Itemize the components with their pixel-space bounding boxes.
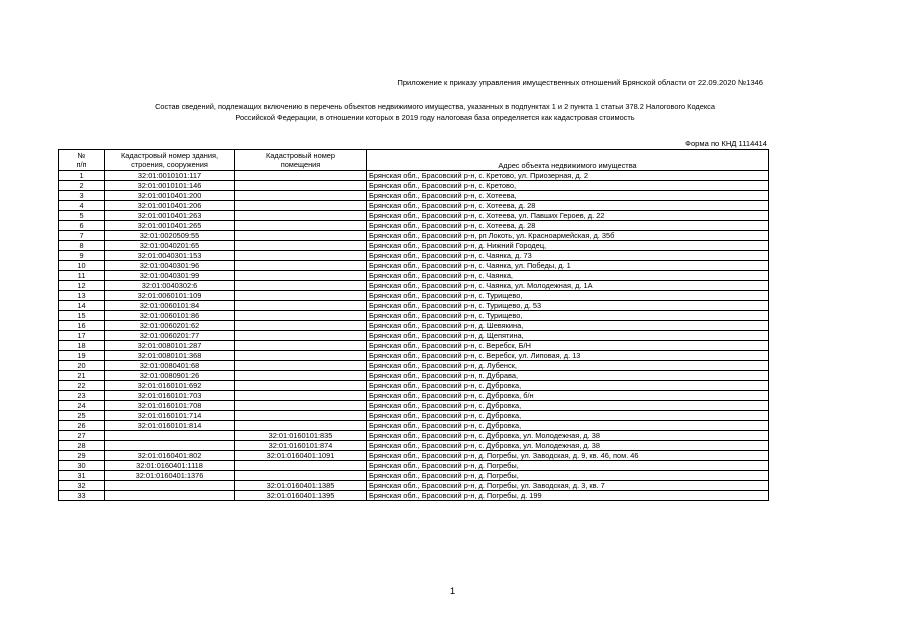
premises-cadastral-cell (235, 391, 367, 401)
address-cell: Брянская обл., Брасовский р-н, д. Шевякина, (367, 321, 769, 331)
premises-cadastral-cell (235, 181, 367, 191)
table-row (59, 231, 769, 241)
column-header-building-line-1: Кадастровый номер здания, (120, 151, 219, 160)
row-number-cell: 25 (59, 411, 105, 421)
column-header-premises-cadastral (235, 150, 367, 171)
row-number-cell: 1 (59, 171, 105, 181)
building-cadastral-cell: 32:01:0160401:802 (105, 451, 235, 461)
premises-cadastral-cell (235, 411, 367, 421)
table-row (59, 341, 769, 351)
premises-cadastral-cell (235, 251, 367, 261)
table-row (59, 271, 769, 281)
column-header-building-line-2: строения, сооружения (131, 160, 208, 169)
row-number-cell: 10 (59, 261, 105, 271)
premises-cadastral-cell (235, 191, 367, 201)
premises-cadastral-cell (235, 261, 367, 271)
premises-cadastral-cell (235, 201, 367, 211)
building-cadastral-cell: 32:01:0080401:68 (105, 361, 235, 371)
table-body (59, 171, 769, 501)
row-number-cell: 28 (59, 441, 105, 451)
table-row (59, 371, 769, 381)
row-number-cell: 12 (59, 281, 105, 291)
table-row (59, 321, 769, 331)
row-number-cell: 18 (59, 341, 105, 351)
row-number-cell: 22 (59, 381, 105, 391)
premises-cadastral-cell: 32:01:0160401:1385 (235, 481, 367, 491)
address-cell: Брянская обл., Брасовский р-н, с. Чаянка, ул. Молодежная, д. 1А (367, 281, 769, 291)
building-cadastral-cell: 32:01:0060101:109 (105, 291, 235, 301)
table-row (59, 351, 769, 361)
row-number-cell: 33 (59, 491, 105, 501)
building-cadastral-cell: 32:01:0080101:287 (105, 341, 235, 351)
row-number-cell: 31 (59, 471, 105, 481)
table-row (59, 461, 769, 471)
address-cell: Брянская обл., Брасовский р-н, с. Кретово, (367, 181, 769, 191)
column-header-building-cadastral (105, 150, 235, 171)
address-cell: Брянская обл., Брасовский р-н, д. Лубенск, (367, 361, 769, 371)
premises-cadastral-cell: 32:01:0160101:835 (235, 431, 367, 441)
row-number-cell: 24 (59, 401, 105, 411)
table-row (59, 401, 769, 411)
row-number-cell: 2 (59, 181, 105, 191)
address-cell: Брянская обл., Брасовский р-н, с. Хотеева, д. 28 (367, 201, 769, 211)
row-number-cell: 32 (59, 481, 105, 491)
building-cadastral-cell: 32:01:0160101:692 (105, 381, 235, 391)
building-cadastral-cell: 32:01:0010401:206 (105, 201, 235, 211)
premises-cadastral-cell (235, 461, 367, 471)
address-cell: Брянская обл., Брасовский р-н, с. Чаянка, ул. Победы, д. 1 (367, 261, 769, 271)
building-cadastral-cell: 32:01:0010401:200 (105, 191, 235, 201)
premises-cadastral-cell (235, 231, 367, 241)
building-cadastral-cell: 32:01:0010401:263 (105, 211, 235, 221)
table-row (59, 241, 769, 251)
table-row (59, 291, 769, 301)
address-cell: Брянская обл., Брасовский р-н, д. Погребы, (367, 471, 769, 481)
row-number-cell: 9 (59, 251, 105, 261)
table-row (59, 311, 769, 321)
address-cell: Брянская обл., Брасовский р-н, с. Дубровка, ул. Молодежная, д. 38 (367, 431, 769, 441)
building-cadastral-cell: 32:01:0040301:153 (105, 251, 235, 261)
address-cell: Брянская обл., Брасовский р-н, д. Погребы, (367, 461, 769, 471)
document-description (50, 101, 820, 123)
address-cell: Брянская обл., Брасовский р-н, д. Щепятина, (367, 331, 769, 341)
building-cadastral-cell: 32:01:0160101:708 (105, 401, 235, 411)
row-number-cell: 8 (59, 241, 105, 251)
row-number-cell: 11 (59, 271, 105, 281)
table-row (59, 211, 769, 221)
premises-cadastral-cell: 32:01:0160101:874 (235, 441, 367, 451)
building-cadastral-cell: 32:01:0160101:703 (105, 391, 235, 401)
address-cell: Брянская обл., Брасовский р-н, с. Веребск, ул. Липовая, д. 13 (367, 351, 769, 361)
form-code: Форма по КНД 1114414 (685, 139, 767, 148)
building-cadastral-cell: 32:01:0040301:96 (105, 261, 235, 271)
premises-cadastral-cell: 32:01:0160401:1091 (235, 451, 367, 461)
table-row (59, 431, 769, 441)
description-line-1: Состав сведений, подлежащих включению в перечень объектов недвижимого имущества, указанных в подпунктах 1 и 2 пункта 1 статьи 378.2 Налогового Кодекса (155, 102, 715, 111)
premises-cadastral-cell (235, 291, 367, 301)
building-cadastral-cell (105, 441, 235, 451)
building-cadastral-cell (105, 491, 235, 501)
table-row (59, 301, 769, 311)
row-number-cell: 15 (59, 311, 105, 321)
premises-cadastral-cell: 32:01:0160401:1395 (235, 491, 367, 501)
row-number-cell: 20 (59, 361, 105, 371)
address-cell: Брянская обл., Брасовский р-н, с. Турищево, (367, 291, 769, 301)
address-cell: Брянская обл., Брасовский р-н, с. Дубровка, (367, 401, 769, 411)
building-cadastral-cell: 32:01:0160101:714 (105, 411, 235, 421)
address-cell: Брянская обл., Брасовский р-н, с. Кретово, ул. Приозерная, д. 2 (367, 171, 769, 181)
premises-cadastral-cell (235, 371, 367, 381)
premises-cadastral-cell (235, 311, 367, 321)
table-row (59, 261, 769, 271)
address-cell: Брянская обл., Брасовский р-н, с. Чаянка, д. 73 (367, 251, 769, 261)
premises-cadastral-cell (235, 471, 367, 481)
premises-cadastral-cell (235, 221, 367, 231)
table-row (59, 181, 769, 191)
row-number-cell: 7 (59, 231, 105, 241)
premises-cadastral-cell (235, 241, 367, 251)
address-cell: Брянская обл., Брасовский р-н, с. Хотеева, (367, 191, 769, 201)
address-cell: Брянская обл., Брасовский р-н, с. Дубровка, ул. Молодежная, д. 38 (367, 441, 769, 451)
address-cell: Брянская обл., Брасовский р-н, рп Локоть, ул. Красноармейская, д. 35б (367, 231, 769, 241)
building-cadastral-cell: 32:01:0160101:814 (105, 421, 235, 431)
address-cell: Брянская обл., Брасовский р-н, с. Дубровка, (367, 421, 769, 431)
address-cell: Брянская обл., Брасовский р-н, д. Погребы, д. 199 (367, 491, 769, 501)
column-header-number (59, 150, 105, 171)
row-number-cell: 6 (59, 221, 105, 231)
building-cadastral-cell: 32:01:0060201:62 (105, 321, 235, 331)
table-row (59, 421, 769, 431)
table-row (59, 191, 769, 201)
premises-cadastral-cell (235, 421, 367, 431)
address-cell: Брянская обл., Брасовский р-н, с. Хотеева, д. 28 (367, 221, 769, 231)
address-cell: Брянская обл., Брасовский р-н, с. Хотеева, ул. Павших Героев, д. 22 (367, 211, 769, 221)
column-header-number-line-1: № (77, 151, 86, 160)
table-row (59, 201, 769, 211)
building-cadastral-cell (105, 481, 235, 491)
building-cadastral-cell: 32:01:0060201:77 (105, 331, 235, 341)
building-cadastral-cell: 32:01:0060101:86 (105, 311, 235, 321)
premises-cadastral-cell (235, 301, 367, 311)
building-cadastral-cell: 32:01:0040201:65 (105, 241, 235, 251)
address-cell: Брянская обл., Брасовский р-н, д. Погребы, ул. Заводская, д. 3, кв. 7 (367, 481, 769, 491)
premises-cadastral-cell (235, 381, 367, 391)
premises-cadastral-cell (235, 211, 367, 221)
table-row (59, 411, 769, 421)
address-cell: Брянская обл., Брасовский р-н, с. Веребск, Б/Н (367, 341, 769, 351)
row-number-cell: 3 (59, 191, 105, 201)
appendix-line: Приложение к приказу управления имущественных отношений Брянской области от 22.09.2020 №1346 (397, 78, 763, 87)
premises-cadastral-cell (235, 401, 367, 411)
address-cell: Брянская обл., Брасовский р-н, с. Дубровка, (367, 411, 769, 421)
row-number-cell: 16 (59, 321, 105, 331)
header-row (59, 150, 769, 171)
table-row (59, 331, 769, 341)
table-row (59, 481, 769, 491)
address-cell: Брянская обл., Брасовский р-н, с. Турищево, (367, 311, 769, 321)
address-cell: Брянская обл., Брасовский р-н, с. Турищево, д. 53 (367, 301, 769, 311)
column-header-number-line-2: п/п (76, 160, 87, 169)
table-row (59, 491, 769, 501)
building-cadastral-cell: 32:01:0160401:1118 (105, 461, 235, 471)
table-row (59, 451, 769, 461)
row-number-cell: 19 (59, 351, 105, 361)
column-header-premises-line-1: Кадастровый номер (265, 151, 336, 160)
row-number-cell: 27 (59, 431, 105, 441)
table-row (59, 471, 769, 481)
page-number: 1 (449, 586, 456, 597)
row-number-cell: 17 (59, 331, 105, 341)
premises-cadastral-cell (235, 281, 367, 291)
address-cell: Брянская обл., Брасовский р-н, с. Дубровка, б/н (367, 391, 769, 401)
address-cell: Брянская обл., Брасовский р-н, п. Дубрава, (367, 371, 769, 381)
table-header (59, 150, 769, 171)
property-register-table (58, 149, 769, 501)
premises-cadastral-cell (235, 271, 367, 281)
column-header-address: Адрес объекта недвижимого имущества (367, 150, 769, 171)
premises-cadastral-cell (235, 351, 367, 361)
building-cadastral-cell: 32:01:0020509:55 (105, 231, 235, 241)
premises-cadastral-cell (235, 341, 367, 351)
row-number-cell: 4 (59, 201, 105, 211)
row-number-cell: 23 (59, 391, 105, 401)
table-row (59, 381, 769, 391)
address-cell: Брянская обл., Брасовский р-н, с. Чаянка, (367, 271, 769, 281)
building-cadastral-cell: 32:01:0080101:368 (105, 351, 235, 361)
premises-cadastral-cell (235, 171, 367, 181)
address-cell: Брянская обл., Брасовский р-н, д. Нижний Городец, (367, 241, 769, 251)
row-number-cell: 13 (59, 291, 105, 301)
building-cadastral-cell: 32:01:0040302:6 (105, 281, 235, 291)
table-row (59, 251, 769, 261)
column-header-premises-line-2: помещения (280, 160, 321, 169)
row-number-cell: 29 (59, 451, 105, 461)
building-cadastral-cell: 32:01:0080901:26 (105, 371, 235, 381)
table-row (59, 391, 769, 401)
premises-cadastral-cell (235, 331, 367, 341)
row-number-cell: 21 (59, 371, 105, 381)
table-row (59, 171, 769, 181)
row-number-cell: 26 (59, 421, 105, 431)
address-cell: Брянская обл., Брасовский р-н, д. Погребы, ул. Заводская, д. 9, кв. 46, пом. 46 (367, 451, 769, 461)
building-cadastral-cell: 32:01:0160401:1376 (105, 471, 235, 481)
building-cadastral-cell: 32:01:0040301:99 (105, 271, 235, 281)
premises-cadastral-cell (235, 361, 367, 371)
row-number-cell: 14 (59, 301, 105, 311)
table-row (59, 281, 769, 291)
address-cell: Брянская обл., Брасовский р-н, с. Дубровка, (367, 381, 769, 391)
table-row (59, 441, 769, 451)
row-number-cell: 30 (59, 461, 105, 471)
table-row (59, 221, 769, 231)
row-number-cell: 5 (59, 211, 105, 221)
building-cadastral-cell: 32:01:0010101:117 (105, 171, 235, 181)
building-cadastral-cell: 32:01:0060101:84 (105, 301, 235, 311)
building-cadastral-cell (105, 431, 235, 441)
building-cadastral-cell: 32:01:0010101:146 (105, 181, 235, 191)
premises-cadastral-cell (235, 321, 367, 331)
table-row (59, 361, 769, 371)
building-cadastral-cell: 32:01:0010401:265 (105, 221, 235, 231)
description-line-2: Российской Федерации, в отношении которых в 2019 году налоговая база определяется как кадастровая стоимость (235, 113, 635, 122)
